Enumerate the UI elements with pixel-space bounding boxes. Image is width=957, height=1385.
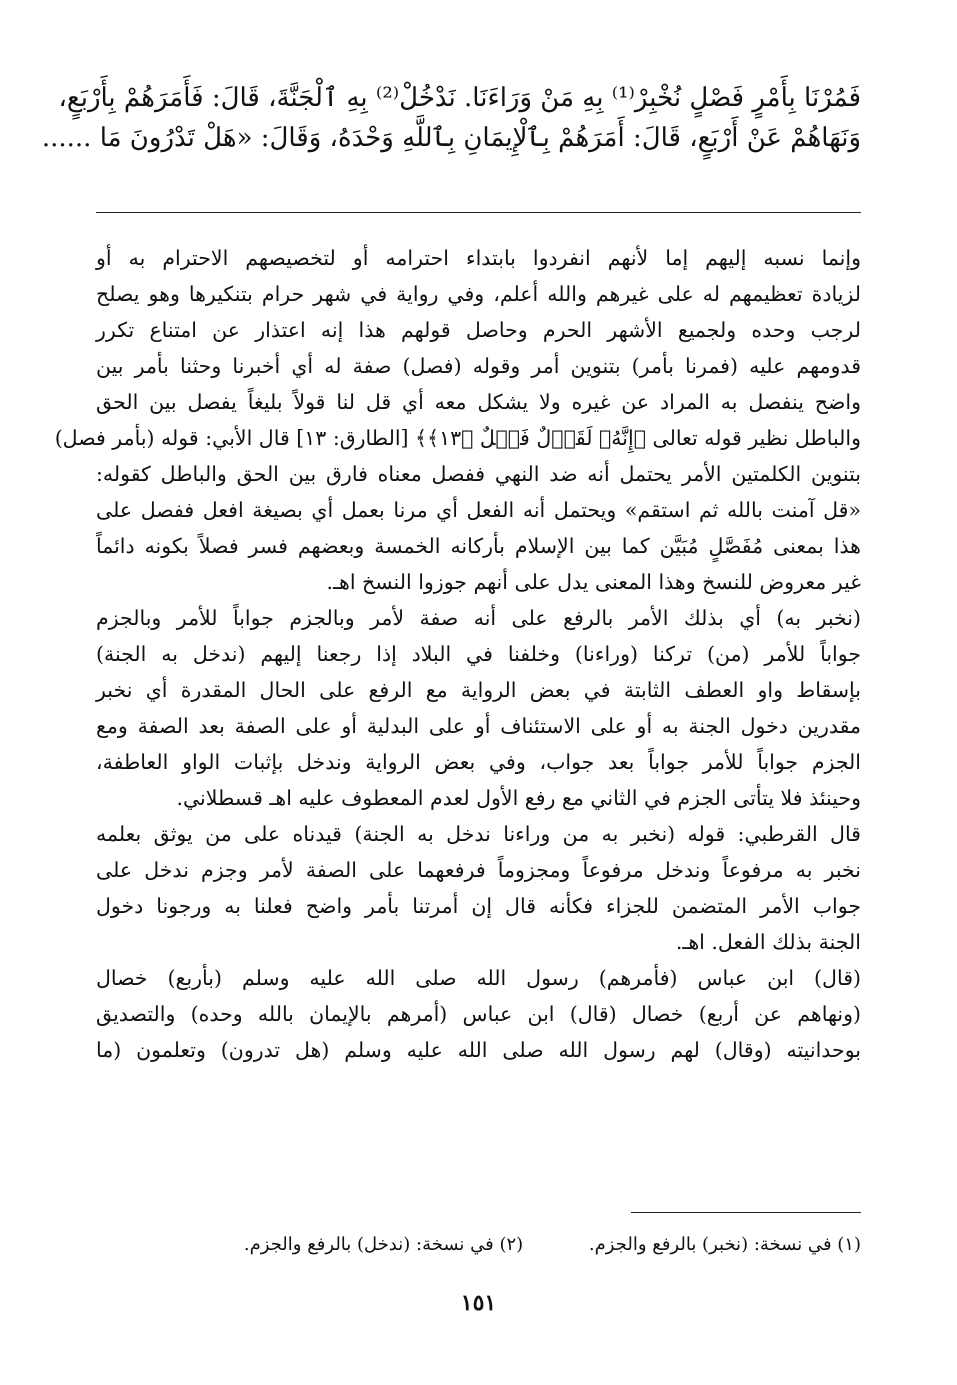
commentary-line: جواباً للأمر (من) تركنا (وراءنا) وخلفنا في البلاد إذا رجعنا إليهم (ندخل به الجنة): [96, 642, 861, 666]
hadith-line-2: وَنَهَاهُمْ عَنْ أَرْبَعٍ، قَالَ: أَمَرَهُمْ بِٱلْإِيمَانِ بِٱللَّهِ وَحْدَهُ، وَقَالَ: «هَلْ تَدْرُونَ مَا ......: [41, 123, 861, 153]
footnotes: [96, 1232, 861, 1258]
commentary-line: بوحدانيته (وقال) لهم رسول الله صلى الله عليه وسلم (هل تدرون) وتعلمون (ما: [96, 1038, 861, 1062]
commentary-line: مقدرين دخول الجنة به أو على الاستئناف أو على البدلية أو على الصفة بعد الصفة ومع: [96, 714, 861, 738]
hadith-separator-rule: [96, 212, 861, 213]
commentary-line: لرجب وحده ولجميع الأشهر الحرم وحاصل قولهم هذا إنه اعتذار عن امتناع تكرر: [96, 318, 861, 342]
commentary-line: «قل آمنت بالله ثم استقم» ويحتمل أنه الفعل أي مرنا بعمل أي بصيغة افعل ففصل على: [96, 498, 861, 522]
footnote-separator-rule: [631, 1212, 861, 1213]
commentary-line: وحينئذ فلا يتأتى الجزم في الثاني مع رفع الأول لعدم المعطوف عليه اهـ قسطلاني.: [176, 786, 861, 810]
commentary-line: وإنما نسبه إليهم إما لأنهم انفردوا بابتداء احترامه أو لتخصيصهم الاحترام به أو: [96, 246, 861, 270]
commentary-line: جواب الأمر المتضمن للجزاء فكأنه قال إن أمرتنا بأمر واضح فعلنا به ورجونا دخول: [96, 894, 861, 918]
commentary-line: لزيادة تعظيمهم له على غيرهم والله أعلم، وفي رواية في شهر حرام بتنكيرها وهو يصلح: [96, 282, 861, 306]
commentary-line: هذا بمعنى مُفَصَّلٍ مُبَيَّن كما بين الإسلام بأركانه الخمسة وبعضهم فسر فصلاً بكونه دائماً: [96, 534, 861, 558]
commentary-line: الجزم جواباً للأمر جواباً بعد جواب، وفي بعض الرواية وندخل بإثبات الواو العاطفة،: [96, 750, 861, 774]
commentary-line: نخبر به مرفوعاً وندخل مرفوعاً ومجزوماً فرفعهما على الصفة لأمر وجزم ندخل على: [96, 858, 861, 882]
commentary-line: قال القرطبي: قوله (نخبر به من وراءنا ندخل به الجنة) قيدناه على من يوثق بعلمه: [96, 822, 861, 846]
commentary-line: (نخبر به) أي بذلك الأمر بالرفع على أنه صفة لأمر وبالجزم جواباً للأمر وبالجزم: [96, 606, 861, 630]
commentary-line: بتنوين الكلمتين الأمر يحتمل أنه ضد النهي ففصل معناه فارق بين الحق والباطل كقوله:: [96, 462, 861, 486]
commentary-text: [54, 240, 861, 1068]
commentary-line: الجنة بذلك الفعل. اهـ.: [675, 930, 861, 954]
hadith-line-1: فَمُرْنَا بِأَمْرٍ فَصْلٍ نُخْبِرْ⁽¹⁾ بِهِ مَنْ وَرَاءَنَا. نَدْخُلْ⁽²⁾ بِهِ ٱلْجَنَّةَ، قَالَ: فَأَمَرَهُمْ بِأَرْبَعٍ،: [58, 83, 861, 113]
hadith-text: [41, 78, 861, 158]
commentary-line: غير معروض للنسخ وهذا المعنى يدل على أنهم جوزوا النسخ اهـ.: [326, 570, 861, 594]
commentary-line: قدومهم عليه (فمرنا بأمر) بتنوين أمر وقوله (فصل) صفة له أي أخبرنا وحثنا بأمر بين: [96, 354, 861, 378]
commentary-line: (ونهاهم عن أربع) خصال (قال) ابن عباس (أمرهم بالإيمان بالله وحده) والتصديق: [96, 1002, 861, 1026]
commentary-line: بإسقاط واو العطف الثابتة في بعض الرواية مع الرفع على الحال المقدرة أي نخبر: [96, 678, 861, 702]
page-number: ١٥١: [460, 1290, 497, 1316]
commentary-line: واضح ينفصل به المراد عن غيره ولا يشكل معه أي قل لنا قولاً بليغاً يفصل بين الحق: [96, 390, 861, 414]
footnote-1: (١) في نسخة: (نخبر) بالرفع والجزم.: [588, 1234, 861, 1255]
footnote-2: (٢) في نسخة: (ندخل) بالرفع والجزم.: [243, 1234, 524, 1255]
commentary-line: والباطل نظير قوله تعالى ﴿إِنَّهُۥ لَقَوۡلٌ فَصۡلٌ ﴿١٣﴾﴾ [الطارق: ١٣] قال الأبي: قوله (بأمر فصل): [54, 426, 861, 450]
commentary-line: (قال) ابن عباس (فأمرهم) رسول الله صلى الله عليه وسلم (بأربع) خصال: [96, 966, 861, 990]
